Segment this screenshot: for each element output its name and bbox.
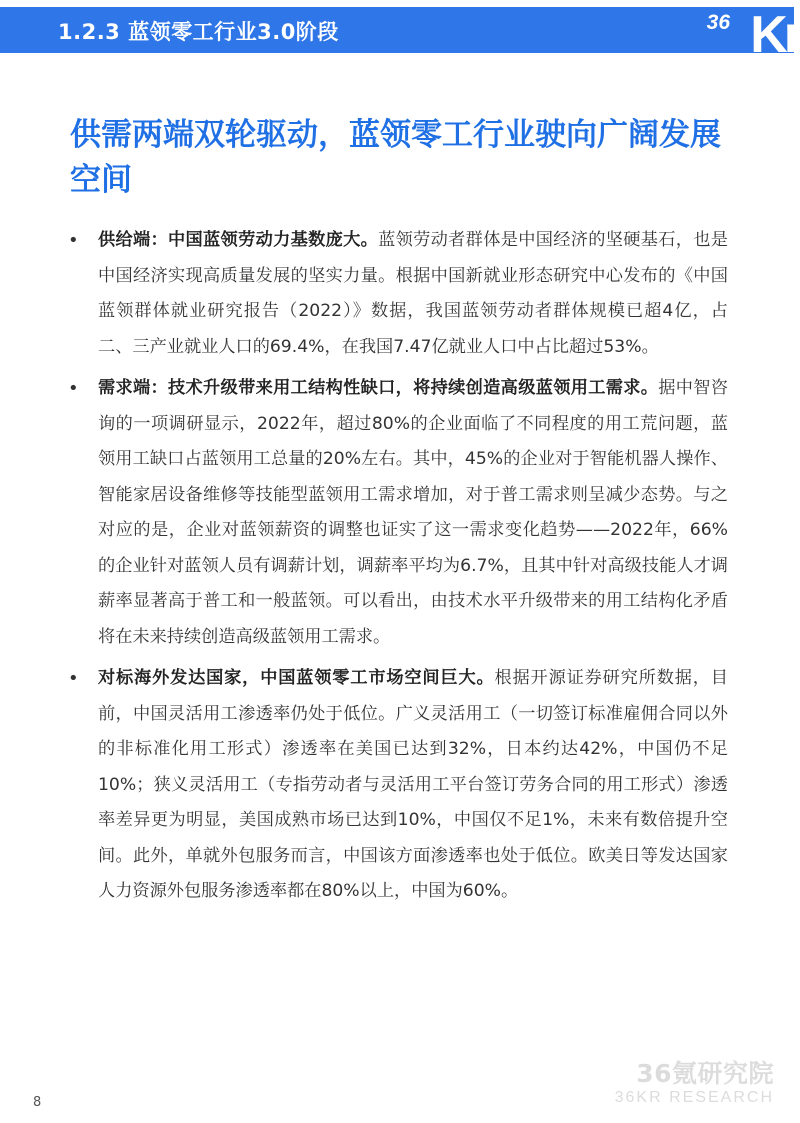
bullet-text xyxy=(98,661,728,910)
watermark-cn: 36氪研究院 xyxy=(636,1059,774,1088)
research-watermark xyxy=(615,1060,774,1108)
bullet-body: 据中智咨询的一项调研显示，2022年，超过80%的企业面临了不同程度的用工荒问题，蓝领用工缺口占蓝领用工总量的20%左右。其中，45%的企业对于智能机器人操作、智能家居设备维修等技能型蓝领用工需求增加，对于普工需求则呈减少态势。与之对应的是，企业对蓝领薪资的调整也证实了这一需求变化趋势——2022年，66%的企业针对蓝领人员有调薪计划，调薪率平均为6.7%，且其中针对高级技能人才调薪率显著高于普工和一般蓝领。可以看出，由技术水平升级带来的用工结构化矛盾将在未来持续创造高级蓝领用工需求。 xyxy=(98,378,728,647)
bullet-lead: 需求端：技术升级带来用工结构性缺口，将持续创造高级蓝领用工需求。 xyxy=(98,378,659,398)
bullet-text xyxy=(98,223,728,365)
logo-letters: Kr xyxy=(750,6,800,64)
bullet-lead: 供给端：中国蓝领劳动力基数庞大。 xyxy=(98,230,379,250)
bullet-body: 根据开源证券研究所数据，目前，中国灵活用工渗透率仍处于低位。广义灵活用工（一切签订标准雇佣合同以外的非标准化用工形式）渗透率在美国已达到32%，日本约达42%，中国仍不足10%；狭义灵活用工（专指劳动者与灵活用工平台签订劳务合同的用工形式）渗透率差异更为明显，美国成熟市场已达到10%，中国仅不足1%，未来有数倍提升空间。此外，单就外包服务而言，中国该方面渗透率也处于低位。欧美日等发达国家人力资源外包服务渗透率都在80%以上，中国为60%。 xyxy=(98,668,728,901)
section-header-bar xyxy=(0,6,800,64)
bullet-marker: • xyxy=(68,230,79,251)
watermark-en: 36KR RESEARCH xyxy=(614,1089,774,1106)
section-title: 1.2.3 蓝领零工行业3.0阶段 xyxy=(58,20,339,44)
bullet-text xyxy=(98,371,728,655)
bullet-marker: • xyxy=(68,378,79,399)
page-number: 8 xyxy=(33,1095,42,1110)
bullet-marker: • xyxy=(68,668,79,689)
bullet-supply-side xyxy=(68,223,728,365)
bullet-overseas-benchmark xyxy=(68,661,728,910)
logo-number: 36 xyxy=(706,11,730,34)
bullet-demand-side xyxy=(68,371,728,655)
bullet-body: 蓝领劳动者群体是中国经济的坚硬基石，也是中国经济实现高质量发展的坚实力量。根据中国新就业形态研究中心发布的《中国蓝领群体就业研究报告（2022）》数据，我国蓝领劳动者群体规模已超4亿，占二、三产业就业人口的69.4%，在我国7.47亿就业人口中占比超过53%。 xyxy=(98,230,728,357)
bullet-lead: 对标海外发达国家，中国蓝领零工市场空间巨大。 xyxy=(98,668,495,688)
page-heading: 供需两端双轮驱动，蓝领零工行业驶向广阔发展空间 xyxy=(70,117,721,198)
bullet-list xyxy=(68,223,728,916)
